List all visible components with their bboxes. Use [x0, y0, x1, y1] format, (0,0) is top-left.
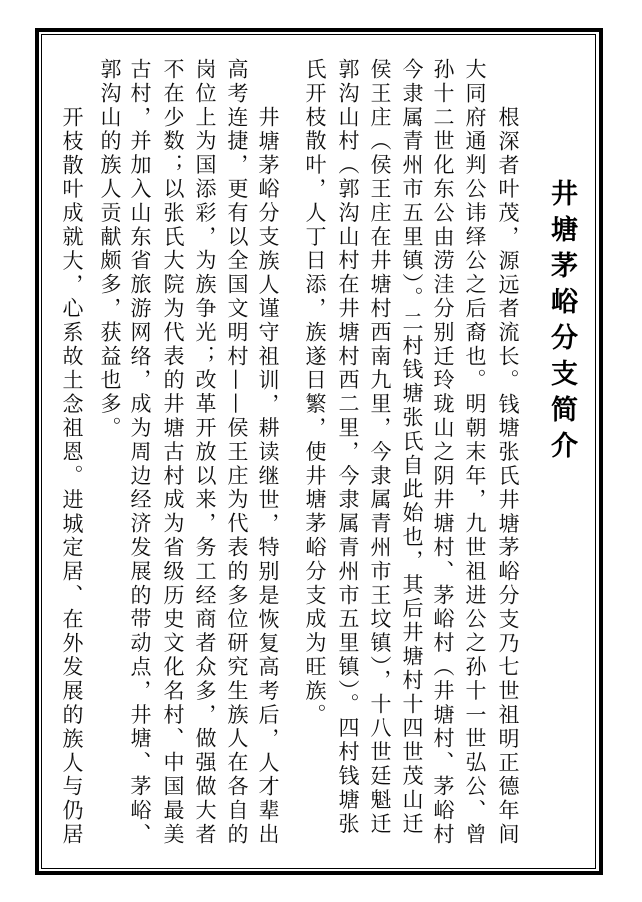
text-column: 郭沟山的族人贡献颇多，获益也多。	[98, 58, 122, 441]
text-column: 井塘茅峪分支族人谨守祖训，耕读继世，特别是恢复高考后，人才辈出	[256, 105, 280, 847]
text-column: 高考连捷，更有以全国文明村——侯王庄为代表的多位研究生族人在各自的	[225, 58, 249, 847]
text-column: 开枝散叶成就大，心系故土念祖恩。进城定居、在外发展的族人与仍居	[60, 105, 84, 847]
text-column: 郭沟山村（郭沟山村在井塘村西二里，今隶属青州市五里镇）。四村钱塘张	[336, 58, 360, 837]
document-title: 井塘茅峪分支简介	[546, 179, 577, 467]
text-column: 侯王庄（侯王庄在井塘村西南九里，今隶属青州市王坟镇），十八世廷魁迁	[368, 58, 392, 837]
text-column: 古村，并加入山东省旅游网络，成为周边经济发展的带动点，井塘、茅峪、	[128, 58, 152, 847]
text-column: 今隶属青州市五里镇）。二村钱塘张氏自此始也，其后井塘村十四世茂山迁	[400, 58, 424, 837]
text-column: 孙十二世化东公由涝洼分别迁玲珑山之阴井塘村、茅峪村（井塘村、茅峪村	[431, 58, 455, 847]
text-column: 根深者叶茂，源远者流长。钱塘张氏井塘茅峪分支乃七世祖明正德年间	[496, 105, 520, 847]
text-column: 岗位上为国添彩，为族争光；改革开放以来，务工经商者众多，做强做大者	[193, 58, 217, 847]
text-column: 氏开枝散叶，人丁日添，族遂日繁，使井塘茅峪分支成为旺族。	[303, 58, 327, 728]
text-column: 不在少数；以张氏大院为代表的井塘古村成为省级历史文化名村、中国最美	[161, 58, 185, 847]
text-column: 大同府通判公讳绎公之后裔也。明朝末年，九世祖进公之孙十一世弘公、曾	[463, 58, 487, 847]
